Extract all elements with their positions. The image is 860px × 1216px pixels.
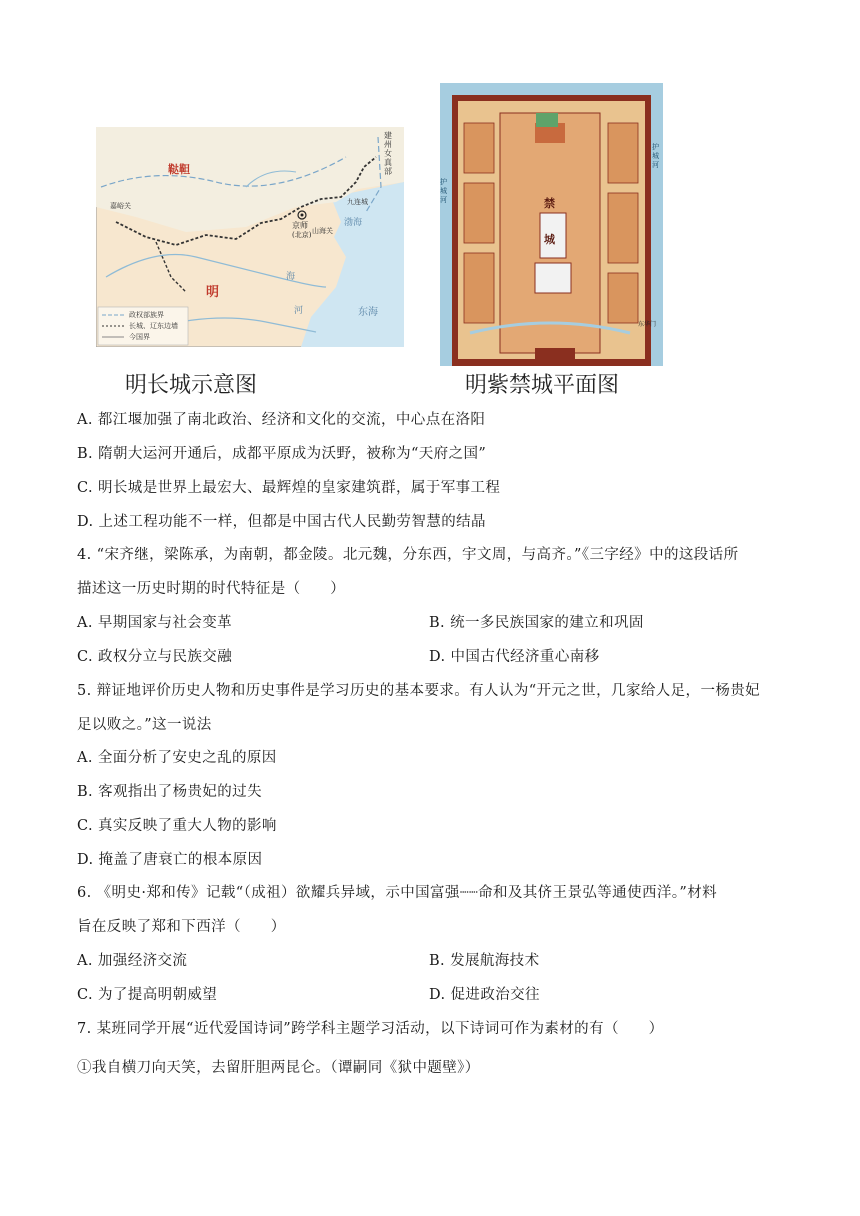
label-sea: 海 [286, 272, 296, 282]
q3-option-b: B. 隋朝大运河开通后，成都平原成为沃野，被称为“天府之国” [77, 446, 487, 462]
q6-option-d: D. 促进政治交往 [429, 987, 540, 1003]
q3-option-a: A. 都江堰加强了南北政治、经济和文化的交流，中心点在洛阳 [77, 412, 486, 428]
legend-item-boundary: 政权部族界 [129, 311, 164, 319]
q5-option-d: D. 掩盖了唐衰亡的根本原因 [77, 852, 263, 868]
q6-stem-line2: 旨在反映了郑和下西洋（ ） [77, 919, 286, 935]
legend-item-wall: 长城、辽东边墙 [129, 322, 178, 330]
palace-caption: 明紫禁城平面图 [465, 373, 620, 398]
q7-item-1: ①我自横刀向天笑，去留肝胆两昆仑。（谭嗣同《狱中题壁》） [77, 1060, 480, 1076]
q3-option-d: D. 上述工程功能不一样，但都是中国古代人民勤劳智慧的结晶 [77, 514, 486, 530]
ming-great-wall-map [96, 127, 404, 347]
label-shanhaiguan: 山海关 [312, 227, 333, 235]
q5-option-b: B. 客观指出了杨贵妃的过失 [77, 784, 262, 800]
q5-stem-line2: 足以败之。”这一说法 [77, 717, 212, 733]
q4-option-d: D. 中国古代经济重心南移 [429, 649, 600, 665]
q4-option-c: C. 政权分立与民族交融 [77, 649, 233, 665]
label-beijing-note: (北京) [292, 231, 312, 239]
q6-option-c: C. 为了提高明朝威望 [77, 987, 218, 1003]
q5-stem-line1: 5. 辩证地评价历史人物和历史事件是学习历史的基本要求。有人认为“开元之世，几家给人足，一杨贵妃 [77, 683, 761, 699]
label-beijing: 京师 [292, 221, 308, 230]
label-jurchen: 建州女真部 [384, 131, 392, 176]
q5-option-c: C. 真实反映了重大人物的影响 [77, 818, 277, 834]
q7-stem: 7. 某班同学开展“近代爱国诗词”跨学科主题学习活动，以下诗词可作为素材的有（ ） [77, 1021, 664, 1037]
label-east-gate: 东华门 [638, 321, 657, 328]
q3-option-c: C. 明长城是世界上最宏大、最辉煌的皇家建筑群，属于军事工程 [77, 480, 501, 496]
label-city: 城 [544, 233, 555, 246]
q5-option-a: A. 全面分析了安史之乱的原因 [77, 750, 277, 766]
q4-stem-line1: 4. “宋齐继，梁陈承，为南朝，都金陵。北元魏，分东西，宇文周，与高齐。”《三字经》中的这段话所 [77, 547, 739, 563]
map-caption: 明长城示意图 [125, 373, 258, 398]
label-donghai: 东海 [358, 307, 378, 318]
legend-item-national-border: 今国界 [129, 333, 150, 341]
q4-option-a: A. 早期国家与社会变革 [77, 615, 232, 631]
q4-stem-line2: 描述这一历史时期的时代特征是（ ） [77, 581, 346, 597]
q6-option-a: A. 加强经济交流 [77, 953, 188, 969]
label-jiayuguan: 嘉峪关 [110, 202, 131, 210]
label-mongol: 鞑靼 [168, 163, 190, 176]
q6-option-b: B. 发展航海技术 [429, 953, 540, 969]
label-forbidden: 禁 [544, 197, 555, 210]
label-ming: 明 [206, 285, 220, 300]
palace-graphic [440, 83, 663, 366]
label-river: 河 [294, 306, 304, 316]
q6-stem-line1: 6. 《明史·郑和传》记载“（成祖）欲耀兵异域，示中国富强┈┈命和及其侪王景弘等通使西洋。”材料 [77, 885, 718, 901]
q4-option-b: B. 统一多民族国家的建立和巩固 [429, 615, 644, 631]
label-bohai: 渤海 [344, 218, 363, 228]
label-moat-right: 护城河 [652, 143, 659, 169]
label-jiuliancheng: 九连城 [347, 198, 368, 206]
forbidden-city-plan [440, 83, 663, 366]
label-moat-left: 护城河 [440, 178, 447, 204]
